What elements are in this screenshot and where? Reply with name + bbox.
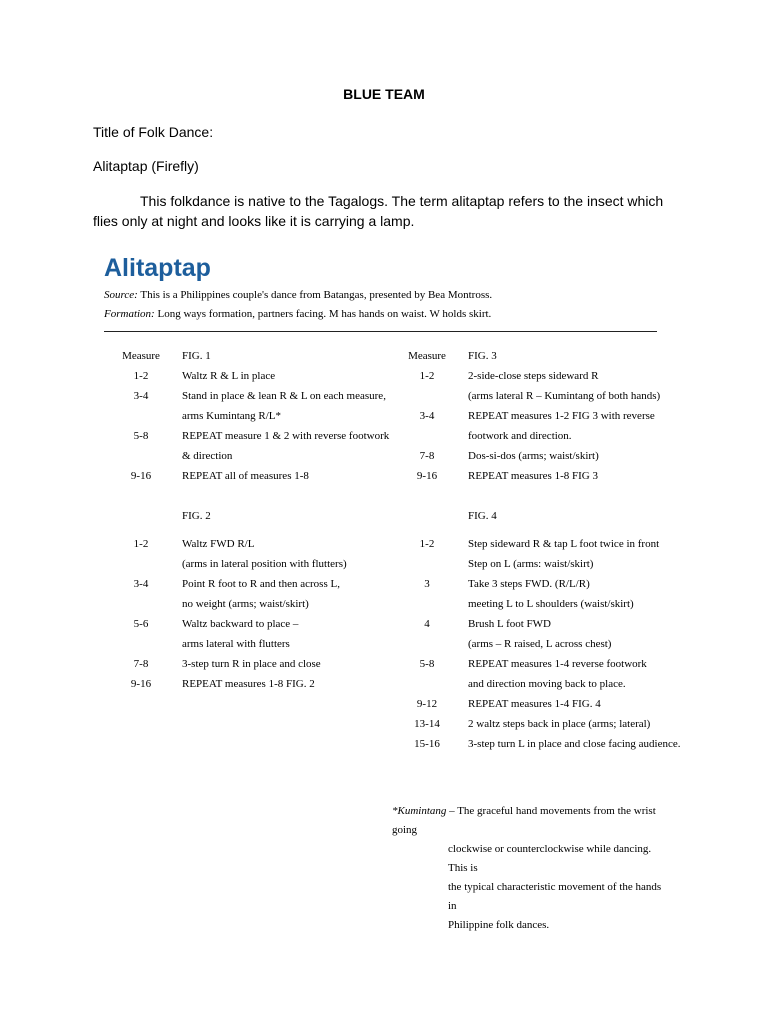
step-row [386, 446, 676, 466]
step-row [100, 386, 390, 406]
step-row [100, 534, 390, 554]
step-row [100, 446, 390, 466]
step-row [386, 386, 676, 406]
step-description: Step on L (arms: waist/skirt) [468, 558, 594, 570]
source-text: This is a Philippines couple's dance from Batangas, presented by Bea Montross. [137, 289, 493, 301]
step-row [100, 674, 390, 694]
measure-cell: 15-16 [414, 738, 440, 750]
footnote-line: Philippine folk dances. [448, 919, 550, 931]
measure-cell: 1-2 [133, 538, 149, 550]
measure-cell [386, 386, 468, 406]
fig-title: FIG. 1 [182, 350, 211, 362]
step-description: REPEAT measure 1 & 2 with reverse footwork [182, 430, 390, 442]
formation-line [104, 307, 491, 321]
step-row [386, 594, 676, 614]
measure-cell [100, 554, 182, 574]
step-description: footwork and direction. [468, 430, 572, 442]
step-description: (arms – R raised, L across chest) [468, 638, 612, 650]
step-description: & direction [182, 450, 233, 462]
measure-cell [386, 554, 468, 574]
step-description: Step sideward R & tap L foot twice in front [468, 538, 660, 550]
step-description: no weight (arms; waist/skirt) [182, 598, 309, 610]
step-description: meeting L to L shoulders (waist/skirt) [468, 598, 634, 610]
step-description: REPEAT measures 1-2 FIG 3 with reverse [468, 410, 655, 422]
step-description: Waltz FWD R/L [182, 538, 255, 550]
fig-title: FIG. 2 [182, 510, 211, 522]
measure-cell: 9-12 [416, 698, 438, 710]
dance-name: Alitaptap (Firefly) [93, 158, 199, 174]
step-row [100, 426, 390, 446]
footnote-term: *Kumintang [392, 805, 447, 817]
formation-text: Long ways formation, partners facing. M has hands on waist. W holds skirt. [154, 308, 492, 320]
measure-header: Measure [122, 350, 160, 362]
step-description: and direction moving back to place. [468, 678, 626, 690]
step-description: REPEAT all of measures 1-8 [182, 470, 309, 482]
source-line [104, 288, 492, 302]
step-row [386, 734, 681, 754]
measure-cell: 9-16 [416, 470, 438, 482]
step-row [386, 714, 676, 734]
step-row [100, 466, 390, 486]
step-row [386, 574, 676, 594]
fig-title: FIG. 3 [468, 350, 497, 362]
step-row [386, 366, 676, 386]
measure-cell [386, 594, 468, 614]
intro-paragraph: This folkdance is native to the Tagalogs. The term alitaptap refers to the insect which flies only at night and looks like it is carrying a lamp. [93, 193, 664, 229]
step-description: 3-step turn R in place and close [182, 658, 321, 670]
measure-cell: 3 [424, 578, 430, 590]
measure-cell: 3-4 [133, 390, 149, 402]
footnote-line: clockwise or counterclockwise while dancing. This is [448, 843, 652, 874]
measure-cell [386, 634, 468, 654]
measure-cell: 5-8 [133, 430, 149, 442]
measure-cell: 1-2 [419, 370, 435, 382]
step-row [386, 694, 676, 714]
measure-cell: 5-8 [419, 658, 435, 670]
measure-cell [100, 634, 182, 654]
step-row [386, 466, 676, 486]
fig2-header [100, 506, 390, 526]
fig-title: FIG. 4 [468, 510, 497, 522]
measure-cell [100, 594, 182, 614]
measure-cell: 5-6 [133, 618, 149, 630]
measure-cell: 1-2 [133, 370, 149, 382]
step-row [100, 614, 390, 634]
step-description: REPEAT measures 1-4 reverse footwork [468, 658, 647, 670]
left-column [100, 346, 390, 694]
footnote-line: the typical characteristic movement of the hands in [448, 881, 662, 912]
column-header [386, 346, 676, 366]
divider [104, 331, 657, 332]
step-row [100, 554, 390, 574]
column-header [100, 346, 390, 366]
step-row [386, 426, 676, 446]
step-row [386, 614, 676, 634]
measure-cell [386, 674, 468, 694]
step-row [386, 534, 676, 554]
step-description: Dos-si-dos (arms; waist/skirt) [468, 450, 599, 462]
step-description: Waltz backward to place – [182, 618, 299, 630]
step-description: Brush L foot FWD [468, 618, 552, 630]
step-description: 3-step turn L in place and close facing audience. [468, 738, 681, 750]
formation-label: Formation: [104, 308, 155, 320]
step-description: arms lateral with flutters [182, 638, 290, 650]
step-description: 2 waltz steps back in place (arms; lateral) [468, 718, 651, 730]
step-row [386, 406, 676, 426]
measure-cell: 9-16 [130, 470, 152, 482]
right-column [386, 346, 681, 754]
step-row [386, 634, 676, 654]
step-description: Waltz R & L in place [182, 370, 276, 382]
measure-cell: 13-14 [414, 718, 440, 730]
step-description: 2-side-close steps sideward R [468, 370, 599, 382]
fig4-steps [386, 534, 681, 754]
step-row [386, 674, 676, 694]
source-label: Source: [104, 289, 138, 301]
step-description: REPEAT measures 1-8 FIG. 2 [182, 678, 315, 690]
measure-cell [386, 426, 468, 446]
step-description: arms Kumintang R/L* [182, 410, 281, 422]
measure-cell [100, 406, 182, 426]
step-row [100, 594, 390, 614]
title-label: Title of Folk Dance: [93, 124, 214, 140]
measure-cell: 7-8 [133, 658, 149, 670]
measure-cell: 9-16 [130, 678, 152, 690]
footnote-line: – The graceful hand movements from the wrist going [392, 805, 656, 836]
step-description: Point R foot to R and then across L, [182, 578, 340, 590]
step-row [100, 634, 390, 654]
step-row [386, 554, 676, 574]
step-description: Stand in place & lean R & L on each measure, [182, 390, 386, 402]
measure-cell: 3-4 [133, 578, 149, 590]
step-row [100, 366, 390, 386]
step-row [386, 654, 676, 674]
measure-header: Measure [408, 350, 446, 362]
team-heading: BLUE TEAM [343, 86, 425, 102]
step-row [100, 406, 390, 426]
step-description: Take 3 steps FWD. (R/L/R) [468, 578, 590, 590]
step-description: (arms lateral R – Kumintang of both hands) [468, 390, 661, 402]
measure-cell: 3-4 [419, 410, 435, 422]
fig3-steps [386, 366, 676, 486]
card-title: Alitaptap [104, 254, 211, 282]
measure-cell: 4 [424, 618, 430, 630]
measure-cell: 1-2 [419, 538, 435, 550]
kumintang-footnote [392, 802, 662, 935]
step-description: (arms in lateral position with flutters) [182, 558, 347, 570]
fig1-steps [100, 366, 390, 486]
measure-cell [100, 446, 182, 466]
step-description: REPEAT measures 1-8 FIG 3 [468, 470, 598, 482]
measure-cell: 7-8 [419, 450, 435, 462]
step-description: REPEAT measures 1-4 FIG. 4 [468, 698, 601, 710]
fig2-steps [100, 534, 390, 694]
step-row [100, 654, 390, 674]
step-row [100, 574, 390, 594]
fig4-header [386, 506, 676, 526]
